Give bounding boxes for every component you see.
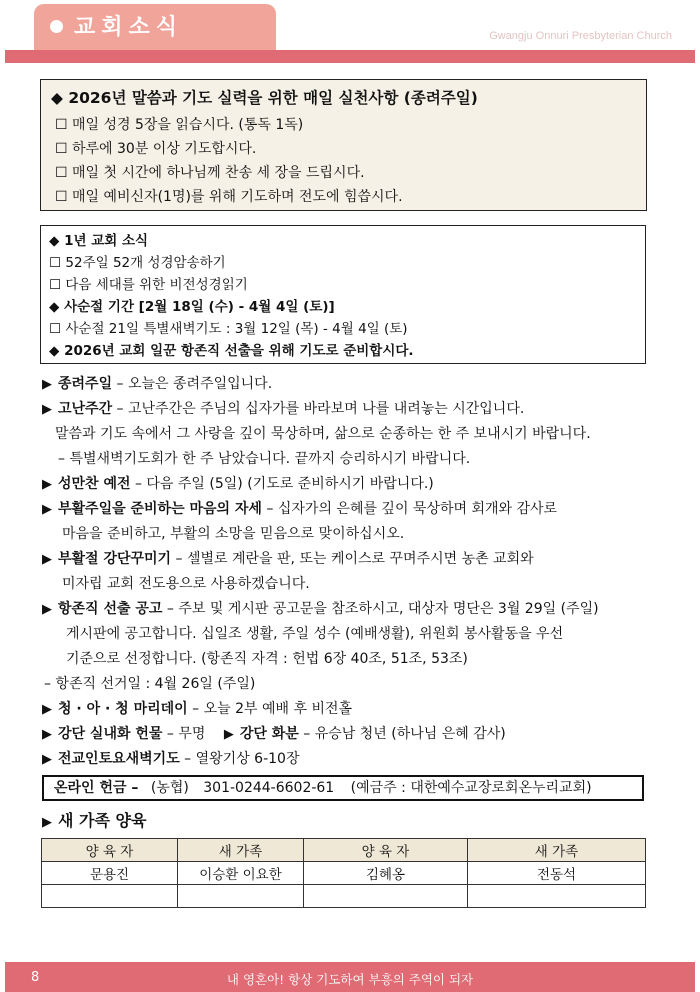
news-item [42, 373, 272, 393]
practice-item: ☐ 매일 첫 시간에 하나님께 찬송 세 장을 드립시다. [55, 165, 365, 181]
news-text: – 오늘은 종려주일입니다. [112, 376, 273, 392]
news-keyword: 부활주일을 준비하는 마음의 자세 [58, 501, 262, 517]
news-keyword: 부활절 강단꾸미기 [58, 551, 172, 567]
table-cell: 문용진 [42, 862, 178, 885]
yearly-news-box [40, 225, 646, 364]
news-text: – 고난주간은 주님의 십자가를 바라보며 나를 내려놓는 시간입니다. [112, 401, 525, 417]
triangle-bullet-icon: ▶ [223, 727, 234, 742]
triangle-bullet-icon: ▶ [42, 702, 52, 717]
lent-item: ☐ 사순절 21일 특별새벽기도 : 3월 12일 (목) - 4월 4일 (토) [49, 321, 408, 337]
news-continuation: 말씀과 기도 속에서 그 사랑을 깊이 묵상하며, 삶으로 순종하는 한 주 보내시기 바랍니다. [55, 426, 591, 442]
news-keyword: 청 · 아 · 청 마리데이 [58, 701, 188, 717]
table-cell: 이승환 이요한 [178, 862, 304, 885]
triangle-bullet-icon: ▶ [42, 402, 52, 417]
news-continuation: 마음을 준비하고, 부활의 소망을 믿음으로 맞이하십시오. [62, 526, 405, 542]
yearly-item: ☐ 다음 세대를 위한 비전성경읽기 [49, 277, 248, 293]
news-text: – 열왕기상 6-10장 [179, 751, 300, 767]
lent-heading: ◆ 사순절 기간 [2월 18일 (수) - 4월 4일 (토)] [49, 299, 335, 315]
table-cell [178, 885, 304, 908]
news-item [42, 748, 299, 768]
giving-label: 온라인 헌금 – [54, 780, 139, 796]
triangle-bullet-icon: ▶ [42, 602, 52, 617]
news-continuation: 게시판에 공고합니다. 십일조 생활, 주일 성수 (예배생활), 위원회 봉사활동을 우선 [66, 626, 564, 642]
news-continuation: 기준으로 선정합니다. (항존직 자격 : 헌법 6장 40조, 51조, 53조) [66, 651, 468, 667]
table-cell: 전동석 [468, 862, 646, 885]
table-header: 새 가족 [468, 839, 646, 862]
table-cell [42, 885, 178, 908]
news-continuation: – 특별새벽기도회가 한 주 남았습니다. 끝까지 승리하시기 바랍니다. [58, 451, 471, 467]
practice-item: ☐ 하루에 30분 이상 기도합시다. [55, 141, 257, 157]
section-title: 교회소식 [74, 15, 184, 40]
header-bar [5, 50, 695, 63]
news-item [42, 723, 506, 743]
news-continuation: 미자립 교회 전도용으로 사용하겠습니다. [62, 576, 310, 592]
news-keyword: 전교인토요새벽기도 [58, 751, 180, 767]
practice-item: ☐ 매일 성경 5장을 읽습시다. (통독 1독) [55, 117, 304, 133]
election-heading: ◆ 2026년 교회 일꾼 항존직 선출을 위해 기도로 준비합시다. [49, 343, 414, 359]
table-header: 양 육 자 [42, 839, 178, 862]
news-text: – 셀별로 계란을 판, 또는 케이스로 꾸며주시면 농촌 교회와 [171, 551, 534, 567]
table-row [42, 885, 646, 908]
new-family-title: 새 가족 양육 [58, 811, 147, 830]
news-keyword: 항존직 선출 공고 [58, 601, 163, 617]
news-keyword: 성만찬 예전 [58, 476, 131, 492]
news-item [42, 398, 524, 418]
news-text: – 다음 주일 (5일) (기도로 준비하시기 바랍니다.) [130, 476, 434, 492]
triangle-bullet-icon: ▶ [42, 727, 52, 742]
news-keyword: 종려주일 [58, 376, 113, 392]
news-item [42, 473, 434, 493]
new-family-table [41, 838, 646, 908]
practice-item: ☐ 매일 예비신자(1명)를 위해 기도하며 전도에 힘씁시다. [55, 189, 403, 205]
table-cell [468, 885, 646, 908]
daily-practice-box [40, 79, 647, 211]
table-row [42, 862, 646, 885]
news-item [42, 498, 557, 518]
yearly-heading: ◆ 1년 교회 소식 [49, 233, 149, 249]
giving-holder: (예금주 : 대한예수교장로회온누리교회) [350, 780, 592, 796]
news-text: – 유승남 청년 (하나님 은혜 감사) [298, 726, 506, 742]
triangle-bullet-icon: ▶ [42, 815, 52, 830]
news-text: – 오늘 2부 예배 후 비전홀 [187, 701, 353, 717]
giving-bank: (농협) [150, 780, 189, 796]
news-text: – 십자가의 은혜를 깊이 묵상하며 회개와 감사로 [261, 501, 558, 517]
table-header-row [42, 839, 646, 862]
footer-bar [5, 962, 695, 992]
footer-motto: 내 영혼아! 항상 기도하여 부흥의 주역이 되자 [226, 972, 474, 987]
table-cell [304, 885, 468, 908]
bullet-dot-icon [50, 20, 63, 33]
triangle-bullet-icon: ▶ [42, 552, 52, 567]
news-item [42, 698, 352, 718]
news-continuation: – 항존직 선거일 : 4월 26일 (주일) [44, 676, 256, 692]
news-text: – 무명 [162, 726, 206, 742]
triangle-bullet-icon: ▶ [42, 502, 52, 517]
table-header: 새 가족 [178, 839, 304, 862]
triangle-bullet-icon: ▶ [42, 752, 52, 767]
triangle-bullet-icon: ▶ [42, 377, 52, 392]
online-giving-box [42, 775, 644, 801]
table-cell: 김혜옹 [304, 862, 468, 885]
news-item [42, 598, 599, 618]
news-keyword: 강단 실내화 헌물 [58, 726, 163, 742]
new-family-heading [42, 808, 146, 831]
page-number: 8 [31, 970, 40, 985]
triangle-bullet-icon: ▶ [42, 477, 52, 492]
yearly-item: ☐ 52주일 52개 성경암송하기 [49, 255, 226, 271]
news-keyword: 강단 화분 [239, 726, 299, 742]
giving-account: 301-0244-6602-61 [203, 780, 335, 796]
table-header: 양 육 자 [304, 839, 468, 862]
news-keyword: 고난주간 [58, 401, 113, 417]
news-text: – 주보 및 게시판 공고문을 참조하시고, 대상자 명단은 3월 29일 (주일) [162, 601, 599, 617]
news-item [42, 548, 534, 568]
practice-title: ◆ 2026년 말씀과 기도 실력을 위한 매일 실천사항 (종려주일) [51, 89, 478, 107]
church-name: Gwangju Onnuri Presbyterian Church [489, 30, 672, 42]
